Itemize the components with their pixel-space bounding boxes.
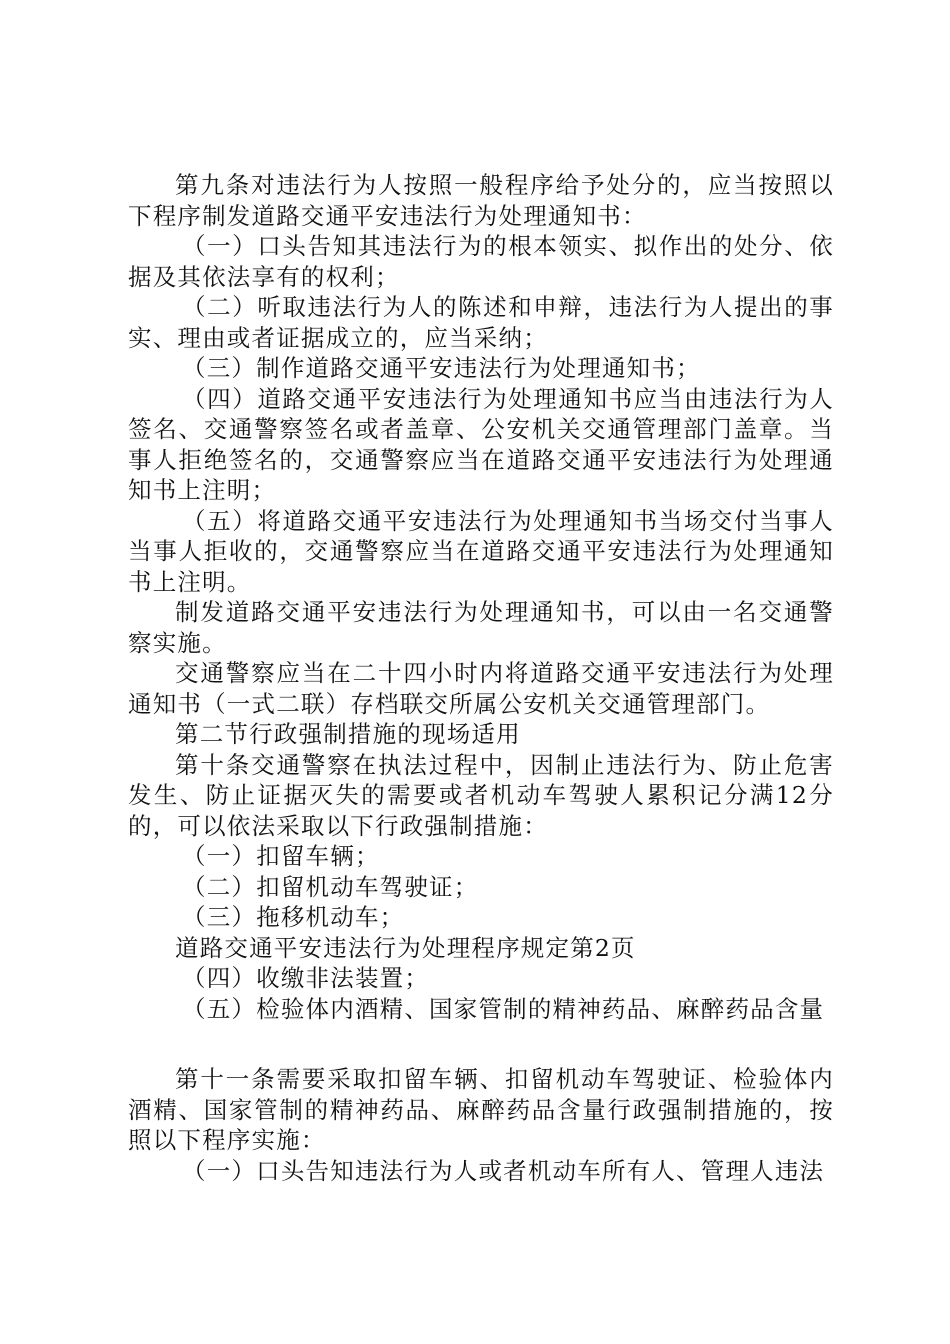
document-body-bottom bbox=[128, 1064, 834, 1186]
paragraph-article-10: 第十条交通警察在执法过程中，因制止违法行为、防止危害发生、防止证据灭失的需要或者机动车驾驶人累积记分满12分的，可以依法采取以下行政强制措施： bbox=[128, 750, 834, 840]
paragraph-article-11: 第十一条需要采取扣留车辆、扣留机动车驾驶证、检验体内酒精、国家管制的精神药品、麻醉药品含量行政强制措施的，按照以下程序实施： bbox=[128, 1065, 834, 1154]
section-heading: 第二节行政强制措施的现场适用 bbox=[175, 720, 521, 748]
paragraph-single-officer: 制发道路交通平安违法行为处理通知书，可以由一名交通警察实施。 bbox=[128, 598, 834, 657]
paragraph-measure-5: （五）检验体内酒精、国家管制的精神药品、麻醉药品含量 bbox=[182, 994, 825, 1023]
paragraph-item-3: （三）制作道路交通平安违法行为处理通知书； bbox=[182, 354, 701, 382]
paragraph-measure-2: （二）扣留机动车驾驶证； bbox=[182, 872, 479, 901]
paragraph-item-1: （一）口头告知其违法行为的根本领实、拟作出的处分、依据及其依法享有的权利； bbox=[128, 232, 834, 291]
paragraph-item-4: （四）道路交通平安违法行为处理通知书应当由违法行为人签名、交通警察签名或者盖章、公安机关交通管理部门盖章。当事人拒绝签名的，交通警察应当在道路交通平安违法行为处理通知书上注明； bbox=[128, 384, 834, 504]
paragraph-article-9: 第九条对违法行为人按照一般程序给予处分的，应当按照以下程序制发道路交通平安违法行为处理通知书： bbox=[128, 171, 834, 230]
paragraph-procedure-1: （一）口头告知违法行为人或者机动车所有人、管理人违法 bbox=[182, 1156, 825, 1185]
paragraph-archive: 交通警察应当在二十四小时内将道路交通平安违法行为处理通知书（一式二联）存档联交所属公安机关交通管理部门。 bbox=[128, 659, 834, 718]
paragraph-measure-4: （四）收缴非法装置； bbox=[182, 964, 430, 992]
paragraph-item-2: （二）听取违法行为人的陈述和申辩，违法行为人提出的事实、理由或者证据成立的，应当采纳； bbox=[128, 293, 834, 352]
paragraph-measure-1: （一）扣留车辆； bbox=[182, 842, 380, 870]
paragraph-measure-3: （三）拖移机动车； bbox=[182, 903, 405, 931]
paragraph-item-5: （五）将道路交通平安违法行为处理通知书当场交付当事人当事人拒收的，交通警察应当在道路交通平安违法行为处理通知书上注明。 bbox=[128, 506, 834, 596]
page-footer-label: 道路交通平安违法行为处理程序规定第2页 bbox=[175, 933, 636, 962]
document-body-top bbox=[128, 170, 834, 1024]
